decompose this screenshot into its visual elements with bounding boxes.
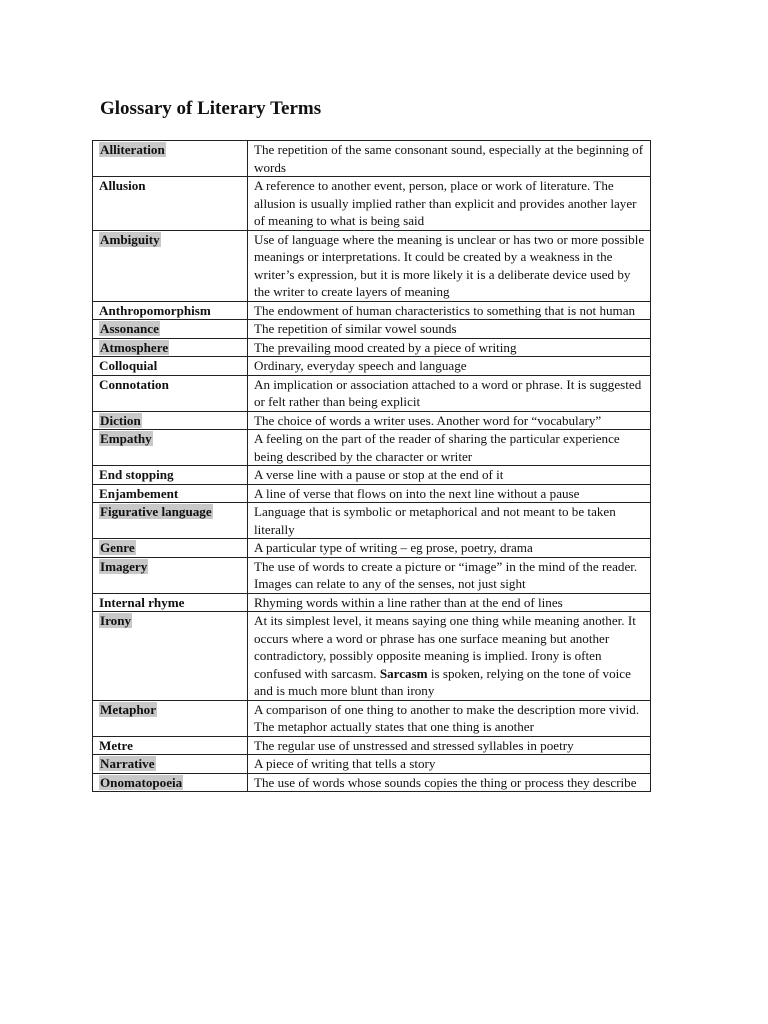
definition-cell	[248, 177, 651, 231]
term-cell	[93, 539, 248, 558]
term-label: Metre	[99, 737, 133, 753]
term-label: Onomatopoeia	[100, 774, 183, 790]
term-cell	[93, 755, 248, 774]
definition-text: An implication or association attached to a word or phrase. It is suggested or felt rather than being explicit	[254, 376, 642, 409]
glossary-body	[93, 141, 651, 792]
term-cell	[93, 230, 248, 301]
table-row	[93, 736, 651, 755]
term-label: Colloquial	[99, 358, 158, 373]
table-row	[93, 177, 651, 231]
table-row	[93, 593, 651, 612]
definition-cell	[248, 430, 651, 466]
definition-text: Rhyming words within a line rather than at the end of lines	[254, 594, 563, 610]
definition-cell	[248, 612, 651, 701]
table-row	[93, 466, 651, 485]
definition-cell	[248, 357, 651, 376]
definition-cell	[248, 539, 651, 558]
definition-bold-term: Sarcasm	[379, 665, 428, 681]
term-label: End stopping	[99, 467, 174, 482]
definition-cell	[248, 375, 651, 411]
page-title: Glossary of Literary Terms	[100, 98, 322, 119]
term-cell	[93, 320, 248, 339]
term-cell	[93, 700, 248, 736]
definition-cell	[248, 503, 651, 539]
term-cell	[93, 736, 248, 755]
term-cell	[93, 466, 248, 485]
definition-text: The regular use of unstressed and stressed syllables in poetry	[254, 737, 574, 753]
definition-cell	[248, 736, 651, 755]
definition-cell	[248, 700, 651, 736]
term-cell	[93, 484, 248, 503]
definition-text: At its simplest level, it means saying one thing while meaning another. It occurs where a word or phrase has one surface meaning but another contradictory, possibly opposite meaning is implied. Irony is often confused with sarcasm.	[254, 613, 636, 681]
term-label: Enjambement	[99, 485, 179, 501]
definition-cell	[248, 230, 651, 301]
term-label: Narrative	[100, 756, 155, 771]
definition-cell	[248, 338, 651, 357]
definition-text: The prevailing mood created by a piece of writing	[254, 339, 517, 355]
definition-cell	[248, 773, 651, 792]
definition-text: The repetition of similar vowel sounds	[254, 321, 457, 336]
term-label: Imagery	[100, 558, 148, 574]
definition-cell	[248, 320, 651, 339]
term-cell	[93, 338, 248, 357]
term-label: Allusion	[99, 178, 146, 193]
table-row	[93, 141, 651, 177]
definition-text: A line of verse that flows on into the next line without a pause	[254, 485, 580, 501]
definition-text: A verse line with a pause or stop at the end of it	[254, 467, 504, 482]
table-row	[93, 320, 651, 339]
definition-text: The endowment of human characteristics to something that is not human	[254, 302, 636, 318]
table-row	[93, 612, 651, 701]
table-row	[93, 338, 651, 357]
term-cell	[93, 375, 248, 411]
table-row	[93, 557, 651, 593]
table-row	[93, 357, 651, 376]
definition-cell	[248, 484, 651, 503]
term-label: Metaphor	[100, 701, 157, 717]
definition-text: Use of language where the meaning is unclear or has two or more possible meanings or interpretations. It could be created by a weakness in the writer’s expression, but it is more likely it is a deliberate device used by the writer to create layers of meaning	[254, 231, 645, 299]
term-label: Ambiguity	[100, 231, 160, 247]
table-row	[93, 375, 651, 411]
term-label: Diction	[100, 412, 141, 428]
table-row	[93, 700, 651, 736]
term-cell	[93, 141, 248, 177]
term-cell	[93, 503, 248, 539]
definition-text: The repetition of the same consonant sound, especially at the beginning of words	[254, 142, 644, 175]
definition-cell	[248, 557, 651, 593]
term-cell	[93, 593, 248, 612]
table-row	[93, 503, 651, 539]
table-row	[93, 301, 651, 320]
definition-text: A feeling on the part of the reader of sharing the particular experience being described by the character or writer	[254, 431, 620, 464]
term-cell	[93, 357, 248, 376]
definition-text: A piece of writing that tells a story	[254, 756, 436, 771]
term-cell	[93, 177, 248, 231]
term-label: Anthropomorphism	[99, 302, 211, 318]
table-row	[93, 430, 651, 466]
glossary-table	[92, 140, 651, 792]
definition-text: The choice of words a writer uses. Another word for “vocabulary”	[254, 412, 602, 428]
term-cell	[93, 430, 248, 466]
term-cell	[93, 411, 248, 430]
term-cell	[93, 557, 248, 593]
definition-cell	[248, 301, 651, 320]
definition-text: Ordinary, everyday speech and language	[254, 358, 467, 373]
definition-text: A particular type of writing – eg prose, poetry, drama	[254, 540, 533, 555]
term-cell	[93, 301, 248, 320]
definition-text: The use of words whose sounds copies the thing or process they describe	[254, 774, 637, 790]
table-row	[93, 230, 651, 301]
term-label: Alliteration	[100, 142, 165, 157]
definition-cell	[248, 411, 651, 430]
definition-cell	[248, 593, 651, 612]
term-label: Irony	[100, 613, 132, 628]
term-cell	[93, 773, 248, 792]
definition-text: Language that is symbolic or metaphorical and not meant to be taken literally	[254, 504, 616, 537]
definition-cell	[248, 466, 651, 485]
table-row	[93, 755, 651, 774]
term-label: Assonance	[100, 321, 159, 336]
term-label: Connotation	[99, 376, 169, 392]
table-row	[93, 411, 651, 430]
table-row	[93, 539, 651, 558]
definition-cell	[248, 141, 651, 177]
definition-text: A reference to another event, person, place or work of literature. The allusion is usually implied rather than explicit and provides another layer of meaning to what is being said	[254, 178, 637, 228]
term-cell	[93, 612, 248, 701]
definition-text: The use of words to create a picture or “image” in the mind of the reader. Images can relate to any of the senses, not just sight	[254, 558, 638, 591]
term-label: Internal rhyme	[99, 594, 185, 610]
term-label: Genre	[100, 540, 135, 555]
table-row	[93, 773, 651, 792]
definition-text: A comparison of one thing to another to make the description more vivid. The metaphor actually states that one thing is another	[254, 701, 640, 734]
definition-cell	[248, 755, 651, 774]
term-label: Atmosphere	[100, 339, 169, 355]
term-label: Empathy	[100, 431, 152, 446]
term-label: Figurative language	[100, 504, 212, 519]
table-row	[93, 484, 651, 503]
definition-text-after: is spoken, relying on the tone of voice and is much more blunt than irony	[254, 665, 631, 698]
